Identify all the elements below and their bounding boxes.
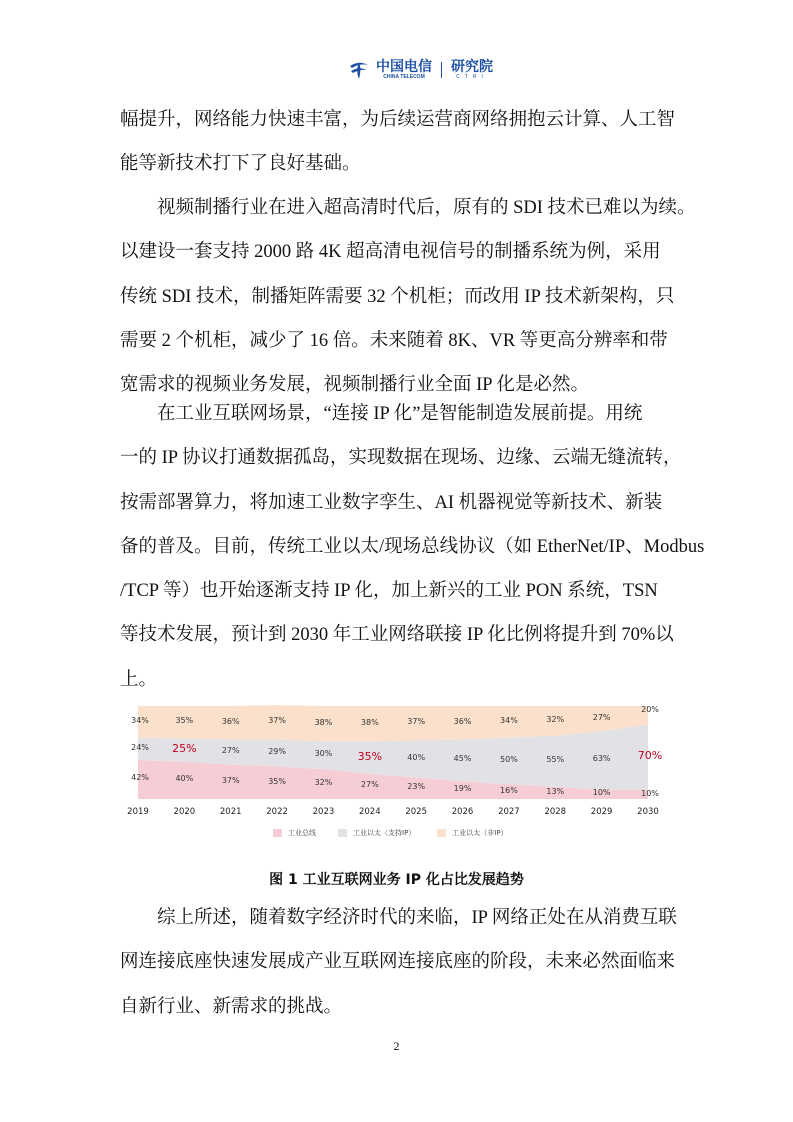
institute-name [451, 60, 493, 80]
legend-item-ethernet-non-ip [437, 828, 507, 838]
data-label: 40% [407, 753, 426, 762]
data-label: 32% [546, 714, 565, 724]
data-label: 29% [268, 746, 286, 756]
text-line: 宽需求的视频业务发展，视频制播行业全面 IP 化是必然。 [120, 375, 590, 396]
logo-divider [441, 62, 442, 78]
x-tick-label: 2028 [544, 807, 567, 817]
x-tick-label: 2025 [405, 807, 427, 817]
data-label: 35% [357, 749, 383, 763]
chart-legend [273, 828, 508, 838]
data-label: 34% [500, 715, 518, 725]
data-label: 27% [221, 746, 240, 756]
header-logo [348, 57, 493, 83]
legend-swatch-bus [273, 829, 282, 837]
text-line: 传统 SDI 技术，制播矩阵需要 32 个机柜；而改用 IP 技术新架构，只 [120, 286, 675, 307]
legend-swatch-ethernet-non-ip [437, 829, 446, 837]
data-label: 37% [221, 775, 240, 785]
text-line: 自新行业、新需求的挑战。 [120, 996, 343, 1017]
legend-label: 工业以太（支持IP） [353, 829, 416, 837]
data-label: 13% [546, 786, 565, 796]
text-line: 以建设一套支持 2000 路 4K 超高清电视信号的制播系统为例，采用 [120, 242, 661, 263]
x-tick-label: 2021 [219, 807, 242, 817]
institute-name-cn: 研究院 [451, 59, 493, 75]
x-tick-label: 2029 [590, 807, 613, 817]
paragraph-4 [120, 896, 677, 1029]
company-name-en: CHINA TELECOM [383, 74, 425, 80]
data-label: 35% [175, 716, 194, 726]
company-name-cn: 中国电信 [376, 59, 432, 75]
text-line: 网连接底座快速发展成产业互联网连接底座的阶段，未来必然面临来 [120, 952, 676, 973]
legend-item-ethernet-ip [338, 828, 415, 838]
data-label: 63% [592, 754, 611, 764]
data-label: 50% [500, 754, 518, 764]
paragraph-2 [120, 186, 696, 407]
data-label: 45% [453, 754, 472, 764]
data-label: 27% [360, 780, 379, 790]
china-telecom-logo-icon [348, 60, 370, 80]
text-line: 按需部署算力，将加速工业数字孪生、AI 机器视觉等新技术、新装 [120, 492, 663, 513]
data-label: 25% [172, 742, 197, 756]
data-label: 24% [131, 742, 149, 752]
data-label: 10% [641, 789, 659, 798]
figure-caption: 图 1 工业互联网业务 IP 化占比发展趋势 [269, 872, 524, 888]
data-label: 23% [407, 782, 426, 792]
ip-trend-chart [118, 700, 678, 850]
data-label: 37% [407, 717, 426, 727]
paragraph-1 [120, 98, 676, 187]
data-label: 35% [268, 776, 286, 786]
x-tick-label: 2020 [173, 807, 196, 817]
text-line: 综上所述，随着数字经济时代的来临，IP 网络正处在从消费互联 [157, 908, 677, 928]
data-label: 27% [592, 712, 611, 722]
legend-item-bus [273, 828, 316, 838]
data-label: 70% [637, 749, 663, 763]
data-label: 36% [453, 716, 472, 726]
page-number: 2 [393, 1039, 400, 1053]
text-line: 备的普及。目前，传统工业以太/现场总线协议（如 EtherNet/IP、Modbus [120, 536, 705, 557]
data-label: 20% [641, 705, 659, 714]
data-label: 30% [314, 749, 333, 759]
legend-swatch-ethernet-ip [338, 829, 347, 837]
data-label: 34% [131, 715, 149, 725]
text-line: /TCP 等）也开始逐渐支持 IP 化，加上新兴的工业 PON 系统，TSN [120, 581, 658, 602]
x-tick-label: 2030 [637, 807, 659, 817]
text-line: 上。 [120, 669, 158, 690]
data-label: 37% [268, 716, 286, 726]
text-line: 等技术发展，预计到 2030 年工业网络联接 IP 化比例将提升到 70%以 [120, 625, 674, 646]
x-tick-label: 2024 [358, 807, 381, 817]
data-label: 38% [360, 717, 379, 727]
data-label: 19% [453, 784, 472, 794]
text-line: 一的 IP 协议打通数据孤岛，实现数据在现场、边缘、云端无缝流转， [120, 448, 682, 469]
x-tick-label: 2023 [312, 807, 335, 817]
data-label: 16% [500, 785, 518, 795]
text-line: 能等新技术打下了良好基础。 [120, 154, 361, 175]
institute-name-en: CTRI [456, 74, 488, 80]
paragraph-3 [120, 392, 705, 702]
x-tick-label: 2022 [266, 807, 288, 817]
company-name [376, 60, 432, 80]
data-label: 32% [314, 778, 333, 788]
text-line: 需要 2 个机柜，减少了 16 倍。未来随着 8K、VR 等更高分辨率和带 [120, 330, 668, 351]
data-label: 10% [592, 788, 611, 798]
legend-label: 工业总线 [288, 829, 316, 837]
text-line: 幅提升，网络能力快速丰富，为后续运营商网络拥抱云计算、人工智 [120, 110, 676, 130]
data-label: 36% [221, 716, 240, 726]
text-line: 在工业互联网场景，“连接 IP 化”是智能制造发展前提。用统 [157, 404, 643, 424]
data-label: 38% [314, 717, 333, 727]
x-tick-label: 2019 [127, 807, 149, 817]
data-label: 42% [131, 773, 149, 783]
data-label: 55% [546, 755, 565, 765]
x-tick-label: 2026 [451, 807, 474, 817]
x-tick-label: 2027 [498, 807, 520, 817]
legend-label: 工业以太（非IP） [452, 829, 508, 837]
text-line: 视频制播行业在进入超高清时代后，原有的 SDI 技术已难以为续。 [157, 198, 696, 218]
data-label: 40% [175, 774, 194, 784]
